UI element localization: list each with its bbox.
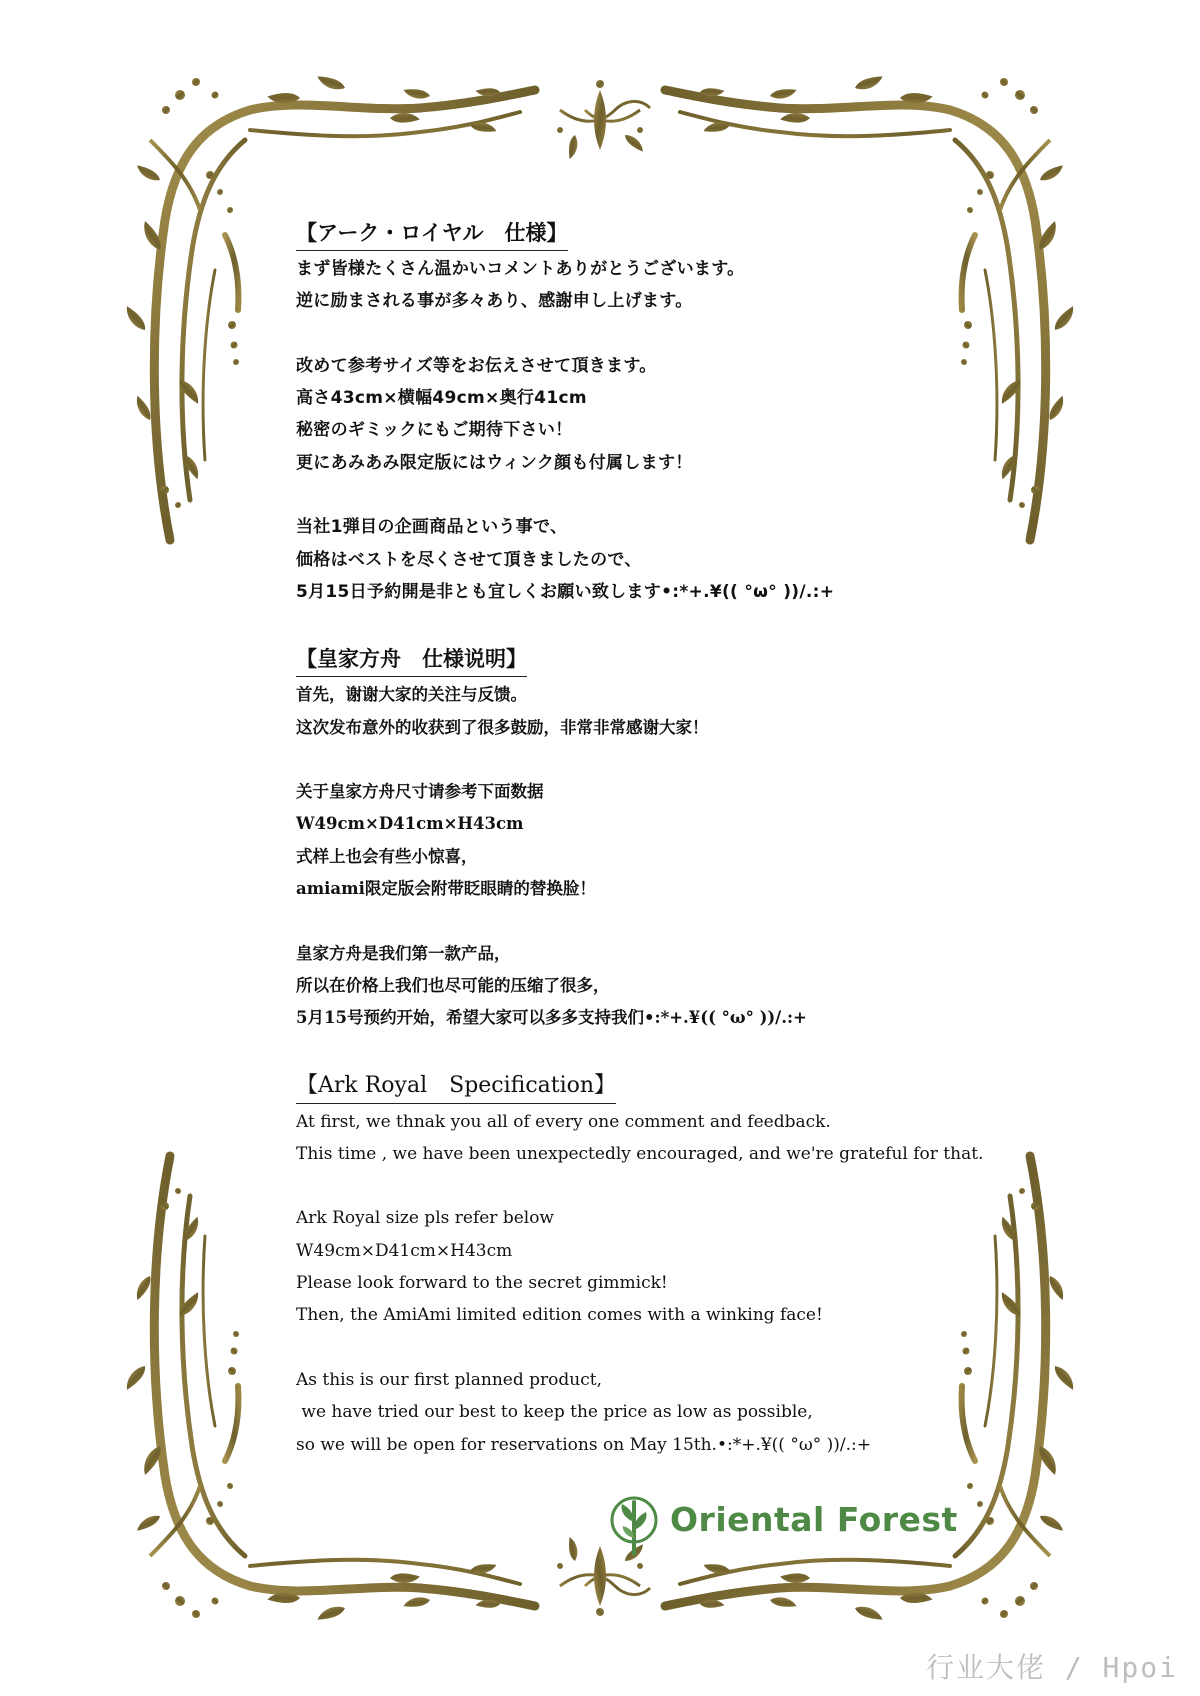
text-line: 首先，谢谢大家的关注与反馈。 [296,685,527,705]
section-english [296,1071,1056,1461]
text-line: we have tried our best to keep the price as low as possible, [296,1402,813,1423]
section-japanese [296,218,1056,608]
text-line: 改めて参考サイズ等をお伝えさせて頂きます。 [296,355,657,376]
text-line: 5月15号预约开始，希望大家可以多多支持我们•:*+.¥(( °ω° ))/.:+ [296,1008,807,1028]
text-line: 秘密のギミックにもご期待下さい！ [296,420,573,441]
text-line: amiami限定版会附带眨眼睛的替换脸！ [296,879,596,899]
text-line: 高さ43cm×横幅49cm×奥行41cm [296,388,587,409]
text-line: W49cm×D41cm×H43cm [296,1240,513,1261]
section-heading-english: 【Ark Royal Specification】 [296,1071,616,1104]
blank-line [296,744,1056,776]
text-line: 当社1弾目の企画商品という事で、 [296,517,568,538]
section-chinese [296,644,1056,1034]
section-gap [296,1035,1056,1071]
text-line: Then, the AmiAmi limited edition comes with a winking face! [296,1305,823,1326]
text-line: Please look forward to the secret gimmick! [296,1273,668,1294]
blank-line [296,318,1056,350]
text-line: At first, we thnak you all of every one comment and feedback. [296,1111,831,1132]
text-line: 5月15日予約開是非とも宜しくお願い致します•:*+.¥(( °ω° ))/.:+ [296,581,835,602]
blank-line [296,1332,1056,1364]
text-line: 逆に励まされる事が多々あり、感謝申し上げます。 [296,291,693,312]
text-line: so we will be open for reservations on May 15th.•:*+.¥(( °ω° ))/.:+ [296,1434,871,1455]
text-line: 価格はベストを尽くさせて頂きましたので、 [296,549,642,570]
text-line: 皇家方舟是我们第一款产品， [296,943,511,963]
blank-line [296,905,1056,937]
text-line: 这次发布意外的收获到了很多鼓励，非常非常感谢大家！ [296,717,709,737]
text-line: 关于皇家方舟尺寸请参考下面数据 [296,782,544,802]
text-line: As this is our first planned product, [296,1369,602,1390]
document-body [296,218,1056,1461]
text-line: 式样上也会有些小惊喜， [296,846,478,866]
watermark: 行业大佬 / Hpoi [925,1651,1178,1684]
blank-line [296,479,1056,511]
text-line: Ark Royal size pls refer below [296,1208,554,1229]
section-heading-chinese: 【皇家方舟 仕様说明】 [296,644,527,677]
tree-logo-icon [606,1494,662,1558]
text-line: 所以在价格上我们也尽可能的压缩了很多， [296,975,610,995]
text-line: This time , we have been unexpectedly encouraged, and we're grateful for that. [296,1143,984,1164]
oriental-forest-logo [606,1494,958,1558]
text-line: 更にあみあみ限定版にはウィンク顔も付属します！ [296,452,693,473]
blank-line [296,1170,1056,1202]
text-line: W49cm×D41cm×H43cm [296,814,524,834]
section-gap [296,608,1056,644]
logo-text: Oriental Forest [670,1500,958,1539]
section-heading-japanese: 【アーク・ロイヤル 仕様】 [296,218,568,251]
text-line: まず皆様たくさん温かいコメントありがとうございます。 [296,259,745,279]
